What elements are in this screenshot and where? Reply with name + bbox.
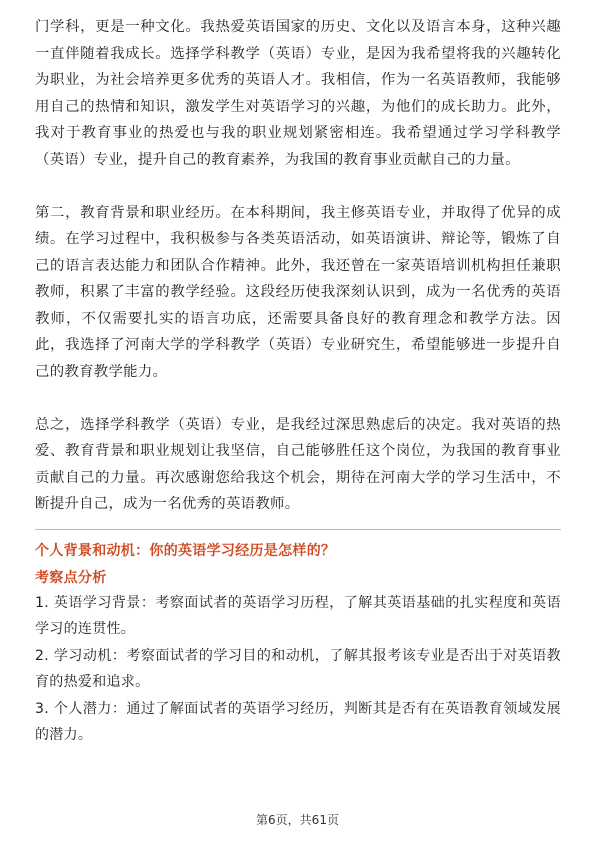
analysis-item: 2. 学习动机：考察面试者的学习目的和动机，了解其报考该专业是否出于对英语教育的热爱和追求。 [35, 647, 561, 690]
analysis-item: 1. 英语学习背景：考察面试者的英语学习历程，了解其英语基础的扎实程度和英语学习的连贯性。 [35, 594, 561, 637]
analysis-item: 3. 个人潜力：通过了解面试者的英语学习经历，判断其是否有在英语教育领域发展的潜力。 [35, 700, 561, 743]
analysis-heading: 考察点分析 [35, 569, 107, 586]
body-paragraph-3: 总之，选择学科教学（英语）专业，是我经过深思熟虑后的决定。我对英语的热爱、教育背景和职业规划让我坚信，自己能够胜任这个岗位，为我国的教育事业贡献自己的力量。再次感谢您给我这个机会，期待在河南大学的学习生活中，不断提升自己，成为一名优秀的英语教师。 [35, 416, 561, 512]
interview-question: 个人背景和动机：你的英语学习经历是怎样的？ [35, 542, 336, 559]
body-paragraph-2: 第二，教育背景和职业经历。在本科期间，我主修英语专业，并取得了优异的成绩。在学习过程中，我积极参与各类英语活动，如英语演讲、辩论等，锻炼了自己的语言表达能力和团队合作精神。此外，我还曾在一家英语培训机构担任兼职教师，积累了丰富的教学经验。这段经历使我深刻认识到，成为一名优秀的英语教师，不仅需要扎实的语言功底，还需要具备良好的教育理念和教学方法。因此，我选择了河南大学的学科教学（英语）专业研究生，希望能够进一步提升自己的教育教学能力。 [35, 204, 561, 380]
paragraph-gap [35, 385, 561, 412]
paragraph-gap [35, 173, 561, 200]
body-paragraph-1: 门学科，更是一种文化。我热爱英语国家的历史、文化以及语言本身，这种兴趣一直伴随着我成长。选择学科教学（英语）专业，是因为我希望将我的兴趣转化为职业，为社会培养更多优秀的英语人才。我相信，作为一名英语教师，我能够用自己的热情和知识，激发学生对英语学习的兴趣，为他们的成长助力。此外，我对于教育事业的热爱也与我的职业规划紧密相连。我希望通过学习学科教学（英语）专业，提升自己的教育素养，为我国的教育事业贡献自己的力量。 [35, 19, 561, 168]
page-number-footer: 第6页，共61页 [256, 813, 339, 827]
section-divider [35, 529, 561, 530]
page-content [35, 14, 561, 749]
analysis-list [35, 590, 561, 749]
